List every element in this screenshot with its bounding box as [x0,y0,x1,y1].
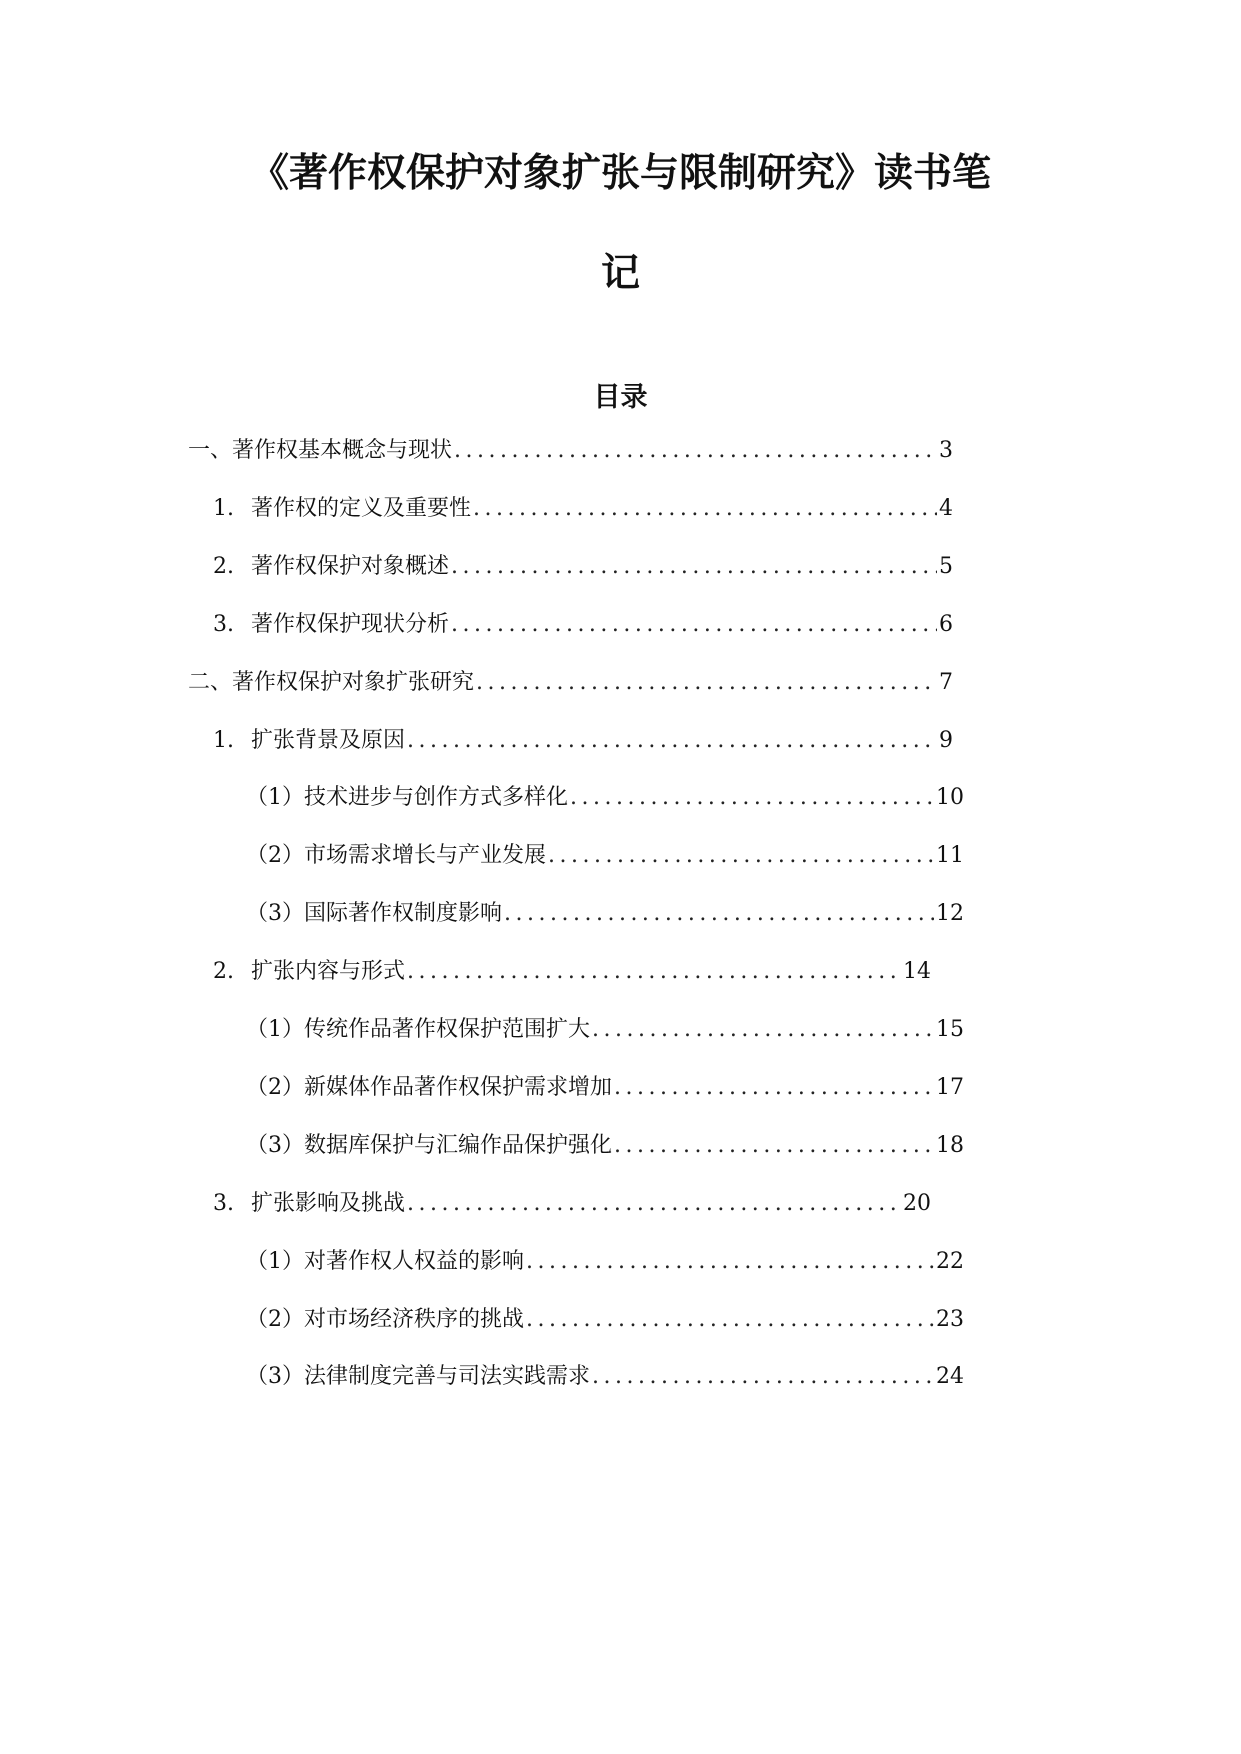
toc-entry-number: 2. [213,554,234,579]
toc-entry-title: 扩张背景及原因 [251,728,406,753]
toc-entry-title: 著作权保护现状分析 [251,612,450,637]
toc-entry-page-number: 18 [936,1133,964,1158]
toc-entry-number: （1） [246,785,304,810]
toc-entry-page-number: 22 [936,1249,964,1274]
toc-dot-leader [612,1131,934,1161]
toc-entry-title: 法律制度完善与司法实践需求 [304,1364,591,1389]
toc-entry[interactable] [246,1015,964,1045]
toc-entry-page-number: 15 [936,1017,964,1042]
toc-entry[interactable] [213,552,953,582]
toc-entry-number: 3. [213,1191,234,1216]
toc-entry-title: 扩张影响及挑战 [251,1191,406,1216]
toc-dot-leader [590,1015,934,1045]
toc-entry[interactable] [246,1247,964,1277]
toc-entry-page-number: 9 [939,728,953,753]
toc-entry[interactable] [188,668,953,698]
toc-entry-title: 对市场经济秩序的挑战 [304,1307,525,1332]
toc-entry-title: 著作权的定义及重要性 [251,496,472,521]
toc-entry-title: 数据库保护与汇编作品保护强化 [304,1133,613,1158]
toc-dot-leader [449,610,937,640]
toc-entry-number: （3） [246,901,304,926]
toc-entry-page-number: 11 [936,843,964,868]
toc-entry-number: 二、 [188,670,233,695]
toc-entry[interactable] [246,783,964,813]
toc-entry-page-number: 5 [939,554,953,579]
toc-entry[interactable] [246,841,964,871]
toc-entry-page-number: 23 [936,1307,964,1332]
toc-entry[interactable] [246,1362,964,1392]
toc-entry-title: 对著作权人权益的影响 [304,1249,525,1274]
toc-entry[interactable] [246,1131,964,1161]
toc-entry-number: 2. [213,959,234,984]
toc-entry-number: （2） [246,843,304,868]
toc-entry-title: 传统作品著作权保护范围扩大 [304,1017,591,1042]
toc-dot-leader [405,1189,901,1219]
toc-entry-number: （2） [246,1307,304,1332]
toc-entry-number: 3. [213,612,234,637]
toc-entry-page-number: 4 [939,496,953,521]
toc-entry-page-number: 14 [903,959,931,984]
toc-dot-leader [568,783,934,813]
toc-entry-number: （1） [246,1249,304,1274]
toc-entry[interactable] [246,899,964,929]
toc-entry-title: 著作权保护对象概述 [251,554,450,579]
toc-entry[interactable] [213,957,931,987]
toc-entry-number: （3） [246,1133,304,1158]
toc-entry-number: 1. [213,496,234,521]
toc-entry[interactable] [213,610,953,640]
toc-entry-page-number: 12 [936,901,964,926]
toc-entry-title: 市场需求增长与产业发展 [304,843,547,868]
toc-entry-page-number: 20 [903,1191,931,1216]
toc-entry[interactable] [213,726,953,756]
toc-entry-page-number: 3 [939,438,953,463]
toc-entry-title: 著作权基本概念与现状 [232,438,453,463]
toc-entry[interactable] [246,1073,964,1103]
toc-entry-number: 1. [213,728,234,753]
toc-heading: 目录 [593,382,648,413]
toc-entry[interactable] [188,436,953,466]
toc-entry-number: （2） [246,1075,304,1100]
toc-dot-leader [546,841,934,871]
toc-entry-title: 技术进步与创作方式多样化 [304,785,569,810]
toc-dot-leader [405,957,901,987]
toc-entry[interactable] [213,1189,931,1219]
toc-dot-leader [524,1247,934,1277]
toc-dot-leader [474,668,937,698]
toc-entry-title: 新媒体作品著作权保护需求增加 [304,1075,613,1100]
toc-entry-page-number: 10 [936,785,964,810]
toc-entry-number: （3） [246,1364,304,1389]
toc-entry[interactable] [213,494,953,524]
toc-entry-number: （1） [246,1017,304,1042]
toc-dot-leader [449,552,937,582]
document-title-line-1: 《著作权保护对象扩张与限制研究》读书笔 [249,151,991,196]
toc-entry-title: 国际著作权制度影响 [304,901,503,926]
toc-entry-title: 著作权保护对象扩张研究 [232,670,475,695]
toc-entry-page-number: 24 [936,1364,964,1389]
toc-dot-leader [405,726,937,756]
toc-dot-leader [524,1305,934,1335]
toc-entry-page-number: 7 [939,670,953,695]
toc-dot-leader [452,436,937,466]
toc-dot-leader [612,1073,934,1103]
document-title-line-2: 记 [600,251,640,296]
toc-dot-leader [590,1362,934,1392]
toc-entry-page-number: 6 [939,612,953,637]
toc-entry-number: 一、 [188,438,233,463]
toc-entry-title: 扩张内容与形式 [251,959,406,984]
toc-entry[interactable] [246,1305,964,1335]
toc-dot-leader [502,899,934,929]
toc-dot-leader [471,494,937,524]
toc-entry-page-number: 17 [936,1075,964,1100]
